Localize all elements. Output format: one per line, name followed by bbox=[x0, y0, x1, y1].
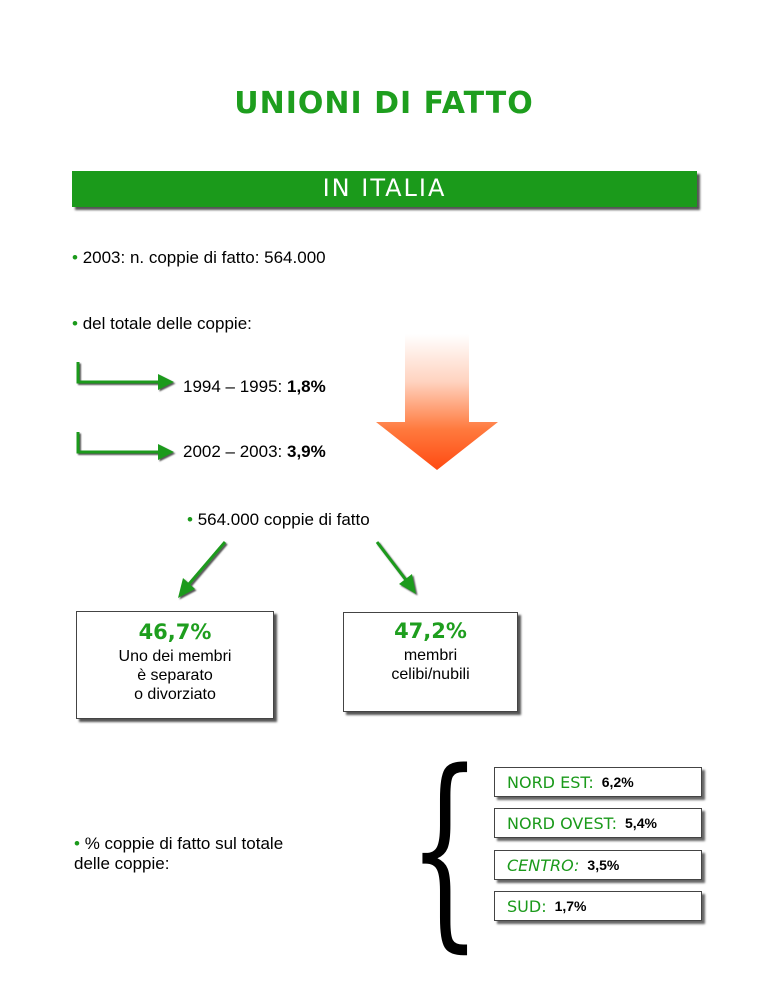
bullet-icon: • bbox=[72, 248, 78, 267]
region-name: CENTRO: bbox=[507, 855, 580, 875]
region-value: 3,5% bbox=[587, 857, 620, 873]
celibi-percent: 47,2% bbox=[394, 619, 467, 643]
celibi-desc-1: membri bbox=[403, 647, 458, 664]
separati-desc-2: è separato bbox=[137, 667, 213, 684]
region-value: 5,4% bbox=[625, 815, 657, 831]
region-name: SUD: bbox=[507, 896, 547, 916]
region-sud bbox=[494, 891, 702, 921]
period-2002-value: 3,9% bbox=[286, 442, 326, 461]
coppie-count-line bbox=[72, 248, 326, 268]
region-nord-ovest bbox=[494, 808, 702, 838]
totale-coppie-text: del totale delle coppie: bbox=[82, 314, 252, 333]
separati-desc-1: Uno dei membri bbox=[118, 648, 232, 665]
region-name: NORD OVEST: bbox=[507, 813, 618, 833]
period-2002-label: 2002 – 2003: bbox=[183, 442, 287, 461]
separati-desc-3: o divorziato bbox=[134, 686, 216, 703]
banner-title: IN ITALIA bbox=[322, 174, 447, 202]
coppie-fatto-text: 564.000 coppie di fatto bbox=[197, 510, 370, 529]
split-arrows-icon bbox=[170, 536, 430, 606]
bullet-icon: • bbox=[74, 834, 80, 853]
curly-brace-icon: { bbox=[408, 726, 482, 971]
totale-coppie-line bbox=[72, 314, 252, 334]
celibi-box bbox=[343, 612, 518, 712]
period-2002 bbox=[183, 442, 326, 462]
region-name: NORD EST: bbox=[507, 772, 594, 792]
region-nord-est bbox=[494, 767, 702, 797]
down-arrow-icon bbox=[372, 334, 502, 474]
section-banner bbox=[72, 171, 697, 207]
percent-coppie-text bbox=[74, 834, 283, 874]
region-value: 6,2% bbox=[601, 774, 634, 790]
period-1994-value: 1,8% bbox=[286, 377, 326, 396]
celibi-desc-2: celibi/nubili bbox=[391, 666, 470, 683]
bullet-icon: • bbox=[72, 314, 78, 333]
separati-percent: 46,7% bbox=[138, 620, 212, 644]
coppie-count-text: 2003: n. coppie di fatto: 564.000 bbox=[82, 248, 326, 267]
percent-coppie-l2: delle coppie: bbox=[74, 854, 170, 873]
bullet-icon: • bbox=[187, 510, 193, 529]
region-value: 1,7% bbox=[554, 898, 587, 914]
period-1994-label: 1994 – 1995: bbox=[183, 377, 287, 396]
region-centro bbox=[494, 850, 702, 880]
period-1994 bbox=[183, 377, 326, 397]
elbow-arrows-icon bbox=[70, 358, 180, 470]
separati-box bbox=[76, 611, 274, 719]
percent-coppie-l1: % coppie di fatto sul totale bbox=[84, 834, 284, 853]
coppie-fatto-line bbox=[187, 510, 370, 530]
page-title: UNIONI DI FATTO bbox=[234, 86, 534, 121]
